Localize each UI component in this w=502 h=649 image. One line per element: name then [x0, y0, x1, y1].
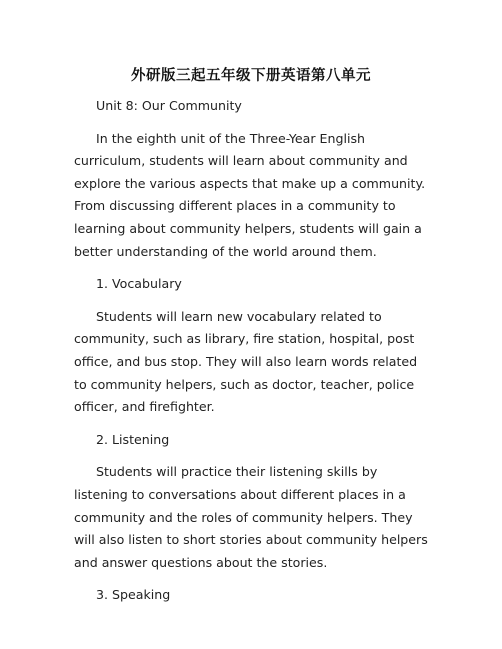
listening-paragraph: Students will practice their listening skills by listening to conversations about different places in a community and the roles of community helpers. They will also listen to short stories about community helpers and answer questions about the stories.: [74, 464, 428, 570]
section-heading-vocabulary: 1. Vocabulary: [96, 276, 182, 292]
unit-heading: Unit 8: Our Community: [96, 98, 242, 113]
vocabulary-paragraph: Students will learn new vocabulary related to community, such as library, fire station, hospital, post office, and bus stop. They will also learn words related to community helpers, such as doctor, teacher, police officer, and firefighter.: [74, 308, 418, 415]
section-heading-listening: 2. Listening: [96, 431, 170, 447]
intro-paragraph: In the eighth unit of the Three-Year English curriculum, students will learn about community and explore the various aspects that make up a community. From discussing different places in a community to learning about community helpers, students will gain a better understanding of the world around them.: [74, 130, 426, 259]
document-body: [74, 95, 428, 617]
section-heading-speaking: 3. Speaking: [96, 587, 171, 603]
document-title: 外研版三起五年级下册英语第八单元: [131, 68, 371, 84]
